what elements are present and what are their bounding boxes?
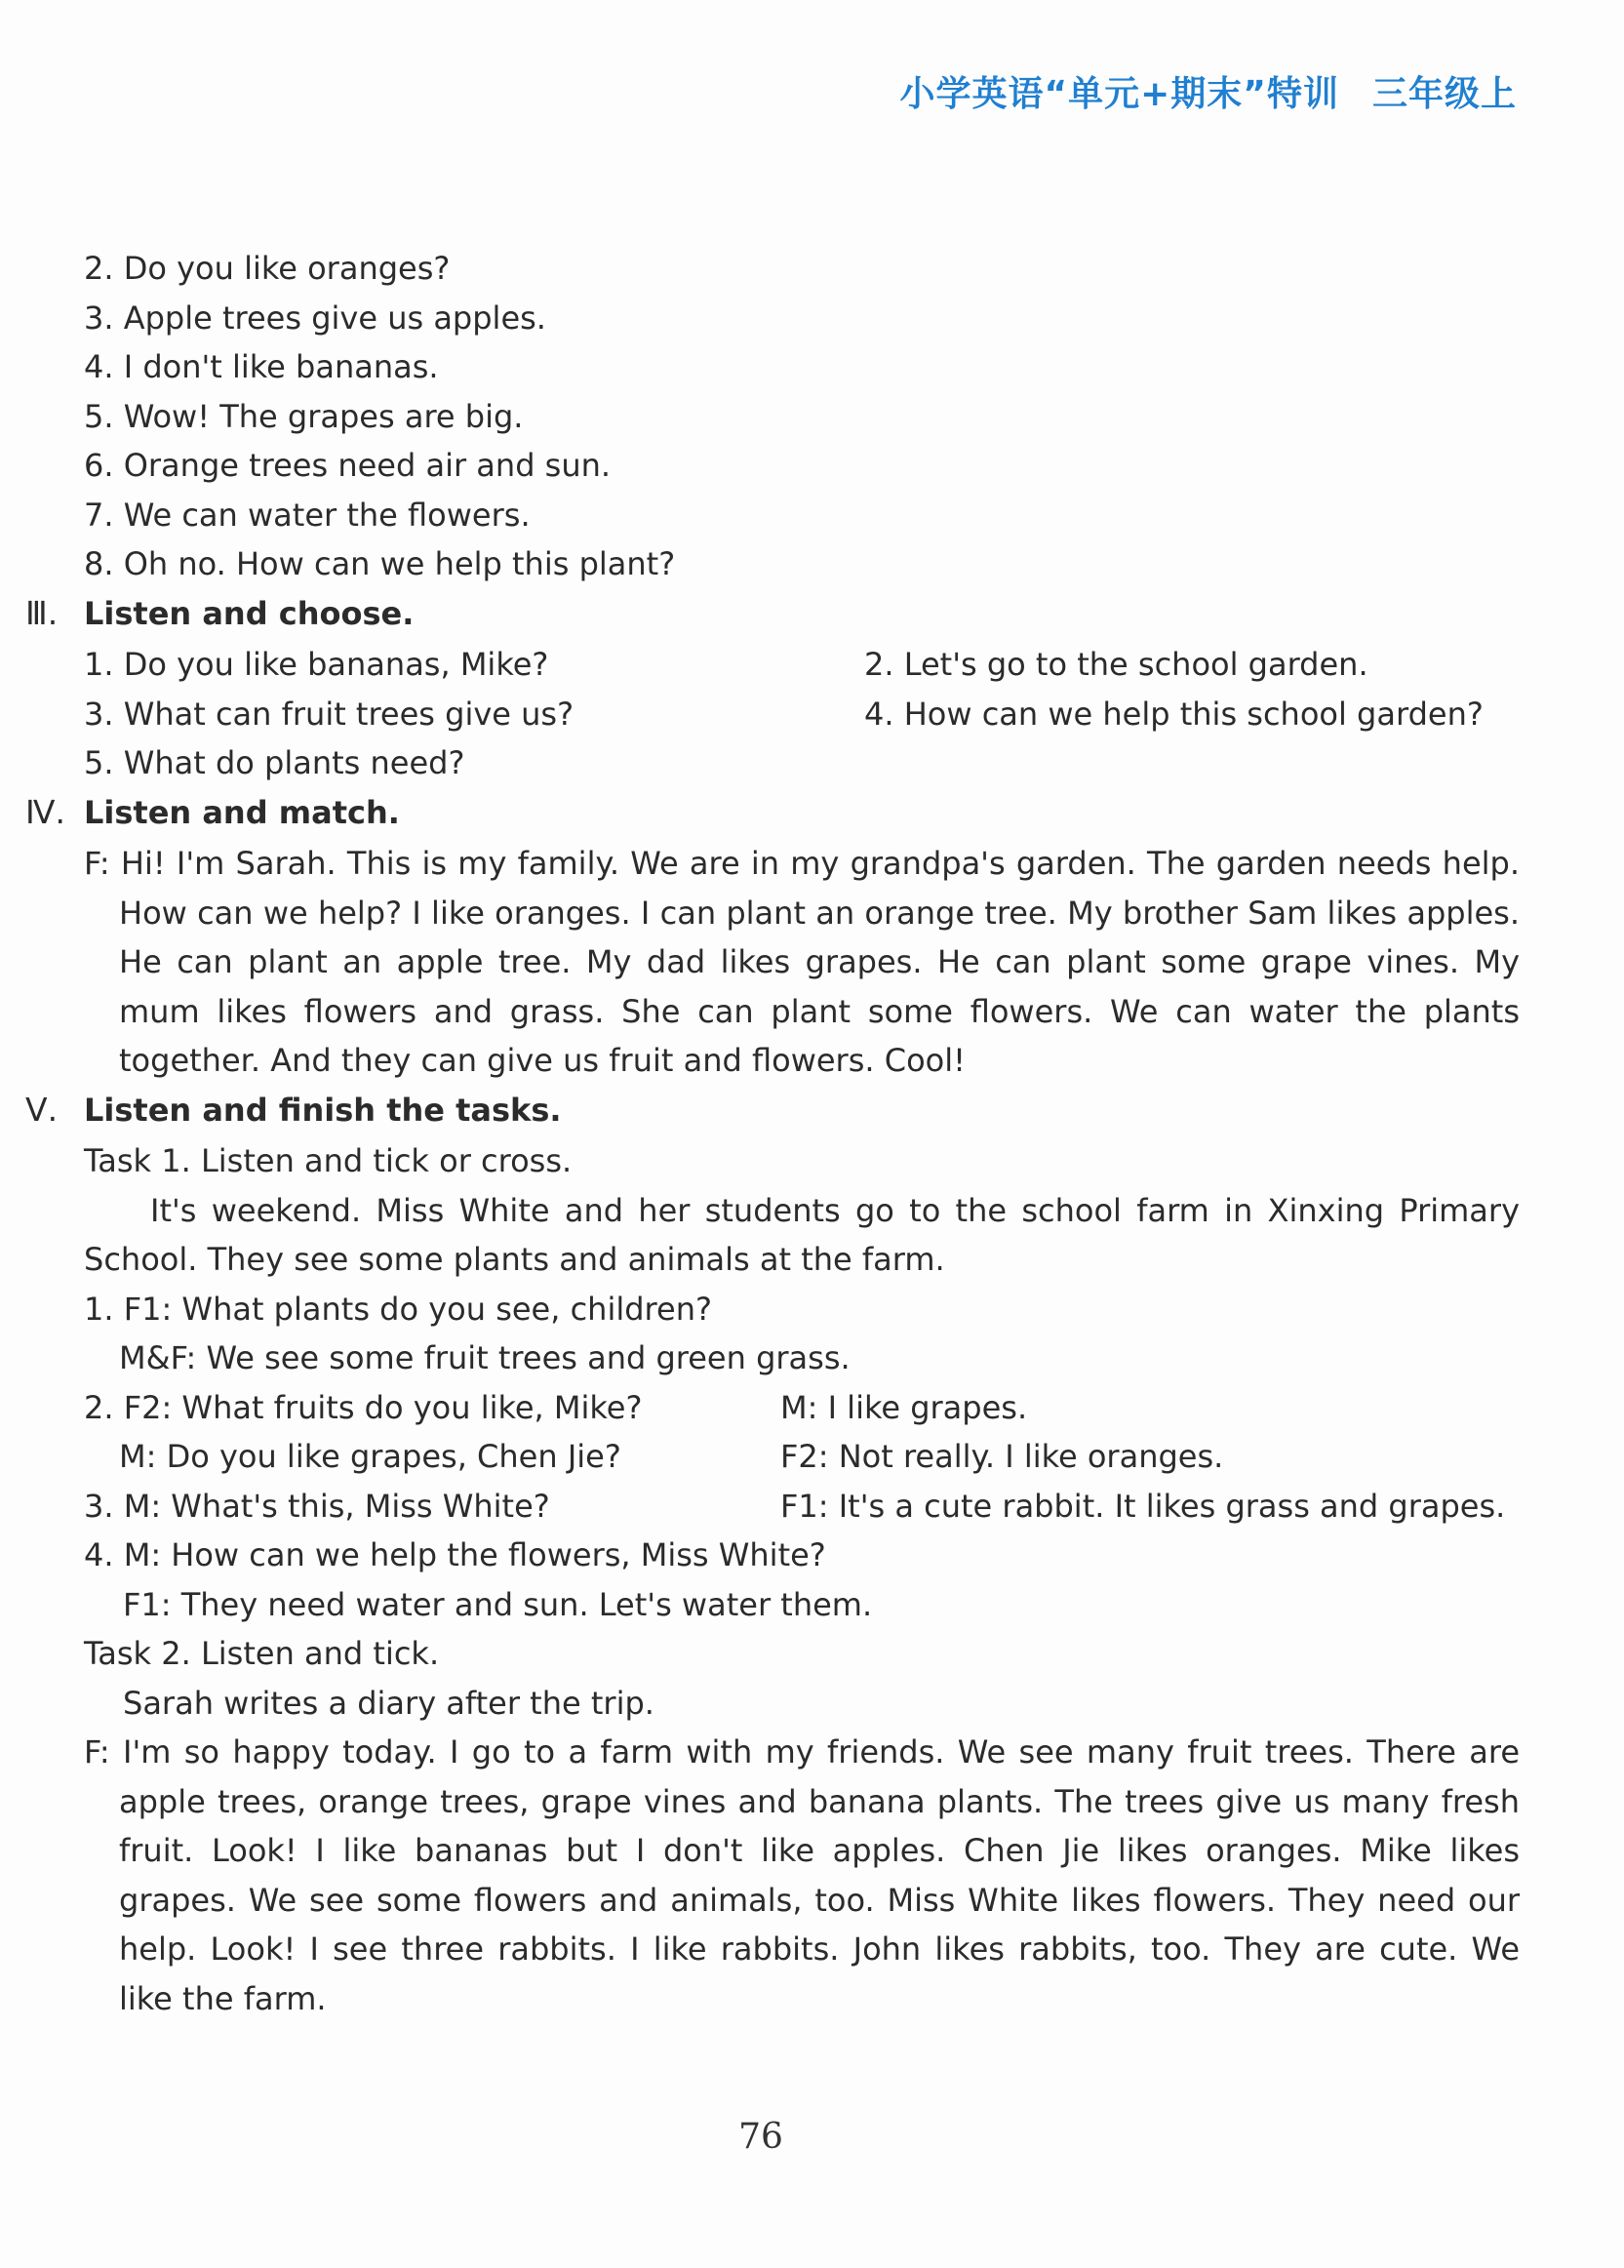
list-item: 5. Wow! The grapes are big. xyxy=(84,397,524,435)
section-title: Listen and choose. xyxy=(84,594,415,632)
section-number: Ⅳ. xyxy=(25,792,65,831)
dialog-row xyxy=(25,1432,1520,1482)
section-number: Ⅲ. xyxy=(25,593,59,632)
dialog-row xyxy=(25,1383,1520,1433)
section-heading xyxy=(25,1086,1520,1135)
page-content xyxy=(25,244,1520,2023)
section-title: Listen and match. xyxy=(84,793,400,831)
task-label: Task 2. Listen and tick. xyxy=(84,1635,440,1672)
page-number: 76 xyxy=(738,2117,783,2157)
list-item: 7. We can water the flowers. xyxy=(84,496,531,534)
section-heading xyxy=(25,589,1520,639)
dialog-line: 1. F1: What plants do you see, children? xyxy=(84,1290,712,1328)
list-row xyxy=(25,640,1520,690)
section-heading xyxy=(25,788,1520,838)
task-intro: Sarah writes a diary after the trip. xyxy=(123,1684,654,1722)
dialog-line: F2: Not really. I like oranges. xyxy=(780,1438,1224,1475)
dialog-line: 2. F2: What fruits do you like, Mike? xyxy=(84,1388,643,1426)
list-row xyxy=(25,690,1520,739)
task-intro: It's weekend. Miss White and her students go to the school farm in Xinxing Primary School. They see some plants and animals at the farm. xyxy=(84,1191,1520,1278)
dialog-line: M: I like grapes. xyxy=(780,1388,1028,1426)
dialog-line: F1: It's a cute rabbit. It likes grass and grapes. xyxy=(780,1487,1506,1525)
list-item: 4. How can we help this school garden? xyxy=(864,695,1484,733)
grade-label: 三年级上 xyxy=(1371,74,1517,114)
list-item: 5. What do plants need? xyxy=(84,744,465,781)
list-item: 4. I don't like bananas. xyxy=(84,348,439,385)
listening-script: F: Hi! I'm Sarah. This is my family. We are in my grandpa's garden. The garden needs help. How can we help? I like oranges. I can plant an orange tree. My brother Sam likes apples. He can plant an apple tree. My dad likes grapes. He can plant some grape vines. My mum likes flowers and grass. She can plant some flowers. We can water the plants together. And they can give us fruit and flowers. Cool! xyxy=(84,845,1520,1079)
dialog-line: 4. M: How can we help the flowers, Miss White? xyxy=(84,1536,826,1573)
section-title: Listen and finish the tasks. xyxy=(84,1091,562,1129)
running-header xyxy=(899,66,1517,116)
list-item: 6. Orange trees need air and sun. xyxy=(84,447,612,484)
list-item: 2. Do you like oranges? xyxy=(84,250,451,287)
dialog-line: M: Do you like grapes, Chen Jie? xyxy=(119,1438,621,1475)
list-item: 3. Apple trees give us apples. xyxy=(84,298,546,337)
list-item: 8. Oh no. How can we help this plant? xyxy=(84,545,676,582)
dialog-line: 3. M: What's this, Miss White? xyxy=(84,1487,550,1525)
list-item: 3. What can fruit trees give us? xyxy=(84,695,574,733)
task-label: Task 1. Listen and tick or cross. xyxy=(84,1142,573,1179)
book-title: 小学英语“单元+期末”特训 xyxy=(899,74,1339,114)
dialog-line: M&F: We see some fruit trees and green grass. xyxy=(119,1339,851,1376)
section-number: Ⅴ. xyxy=(25,1090,59,1129)
dialog-row xyxy=(25,1482,1520,1532)
dialog-line: F1: They need water and sun. Let's water them. xyxy=(123,1585,873,1623)
list-item: 2. Let's go to the school garden. xyxy=(864,646,1368,683)
list-item: 1. Do you like bananas, Mike? xyxy=(84,646,549,683)
listening-script: F: I'm so happy today. I go to a farm with my friends. We see many fruit trees. There are apple trees, orange trees, grape vines and banana plants. The trees give us many fresh fruit. Look! I like bananas but I don't like apples. Chen Jie likes oranges. Mike likes grapes. We see some flowers and animals, too. Miss White likes flowers. They need our help. Look! I see three rabbits. I like rabbits. John likes rabbits, too. They are cute. We like the farm. xyxy=(84,1733,1520,2017)
